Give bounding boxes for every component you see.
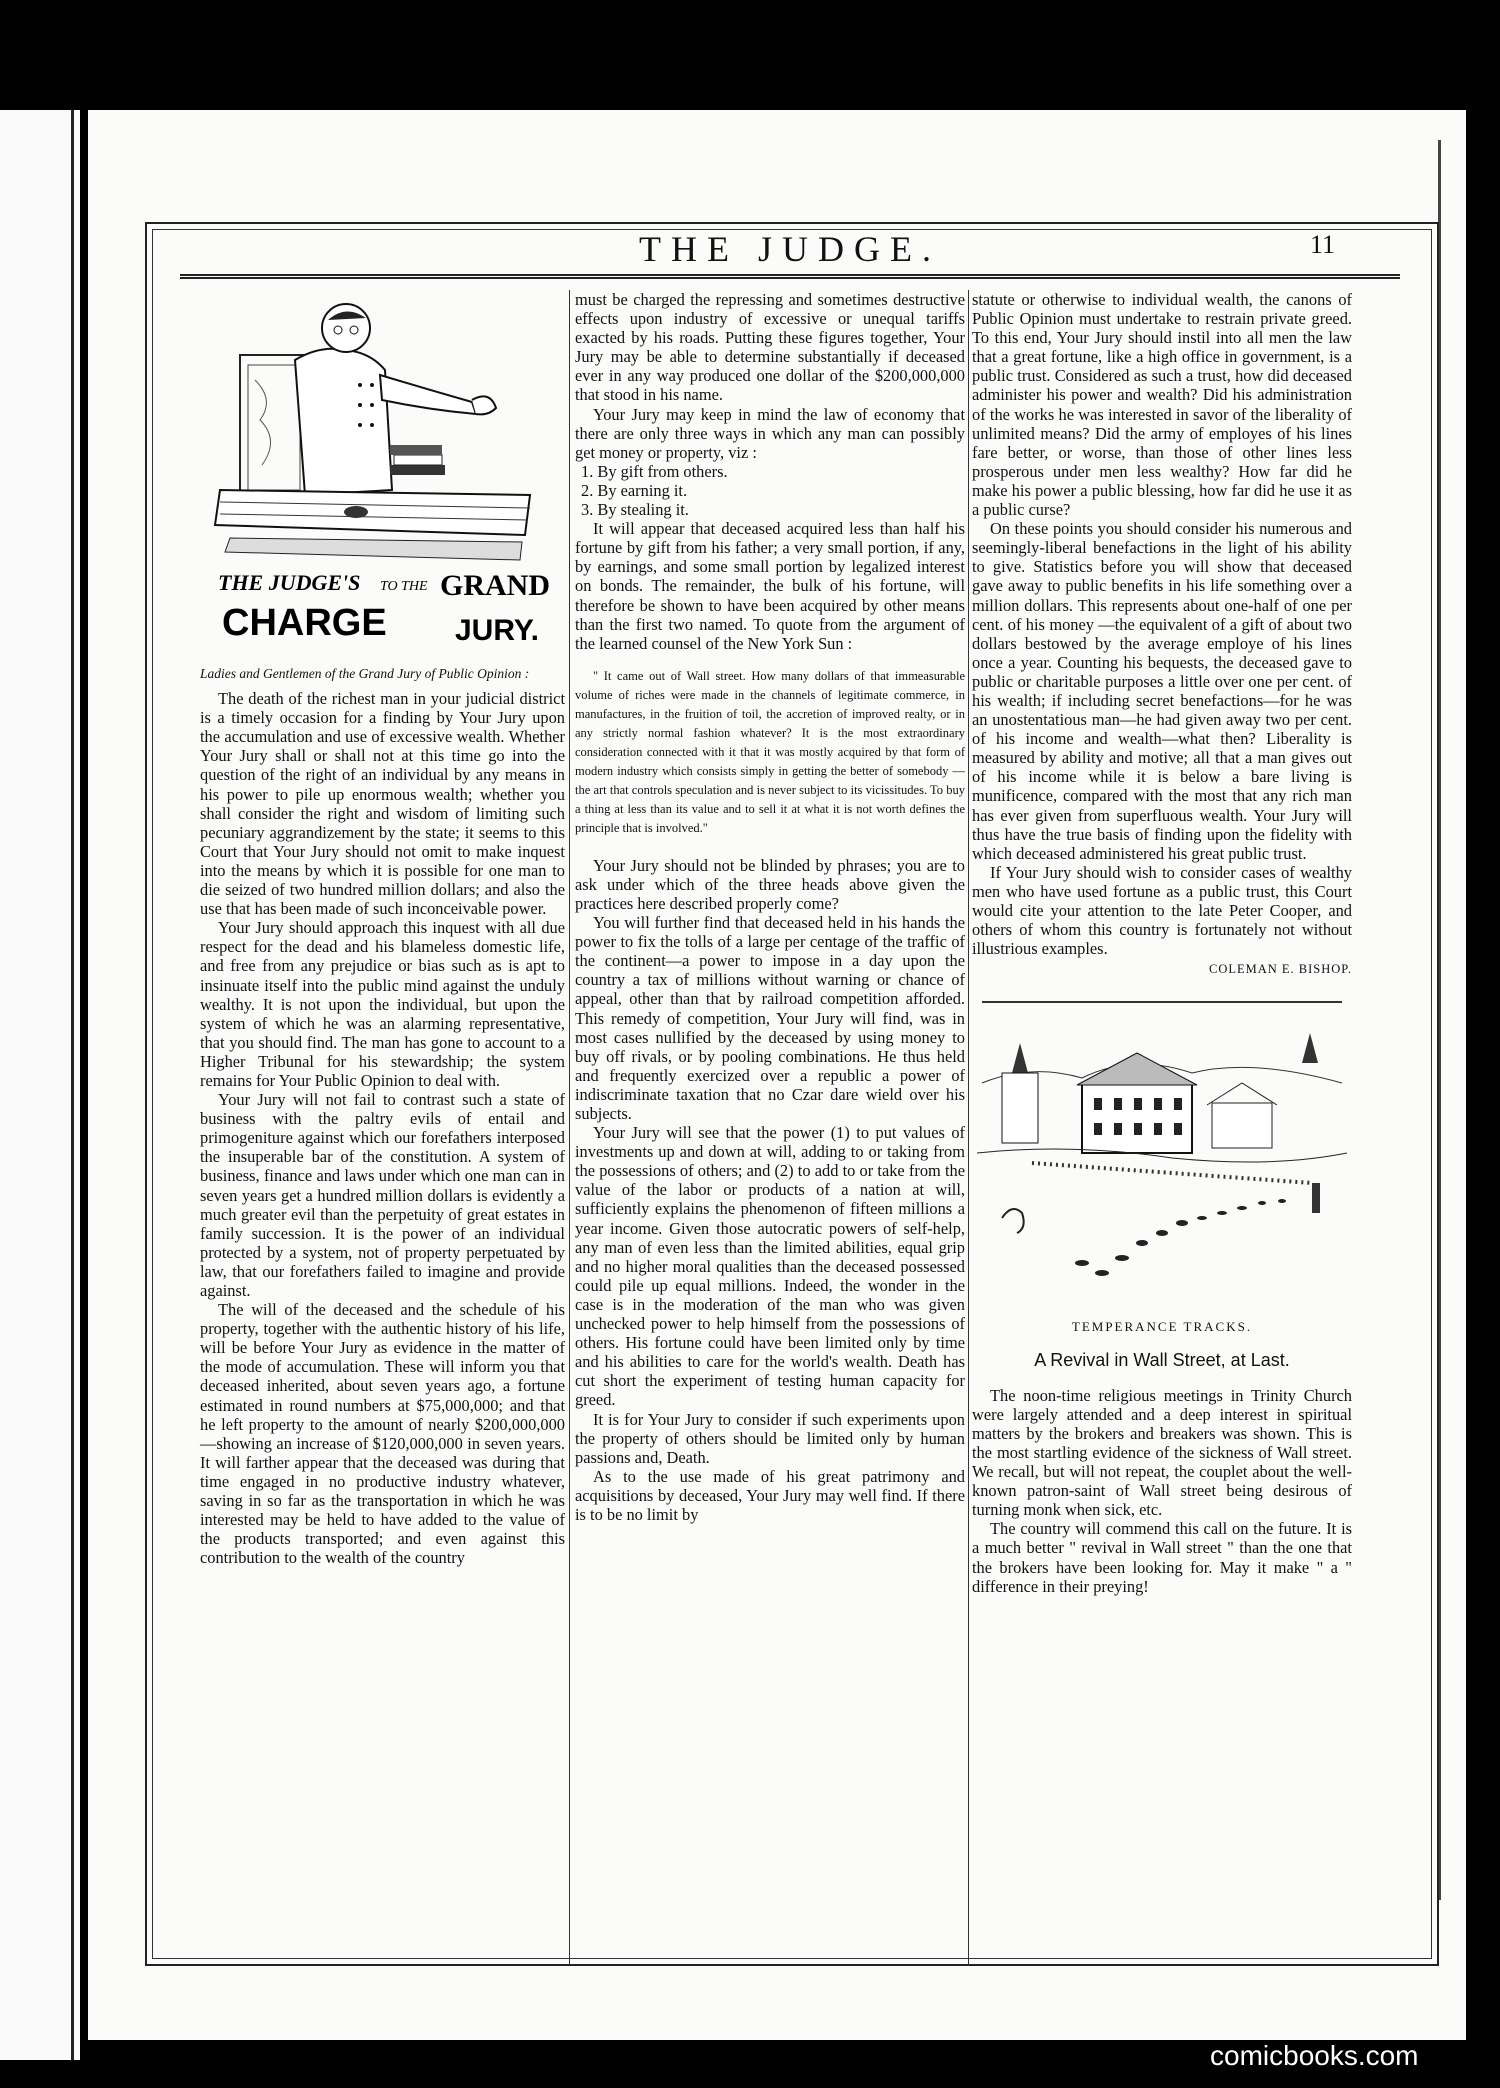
cartoon-title-line-3: TO THE — [380, 579, 428, 594]
paragraph: If Your Jury should wish to consider cases of wealthy men who have used fortune as a public trust, this Court would cite your attention to the late Peter Cooper, and others of whom this country is fortunately not without illustrious examples. — [972, 862, 1352, 959]
paragraph: It will appear that deceased acquired less than half his fortune by gift from his father; a very small portion, if any, by earnings, and some small portion by legalized interest on bonds. The remainder, the bulk of his fortune, will therefore be shown to have been acquired by other means than the first two named. To quote from the argument of the learned counsel of the New York Sun : — [575, 519, 965, 653]
list-item: 2. By earning it. — [581, 480, 688, 500]
temperance-tracks-illustration — [972, 1023, 1352, 1313]
section-separator — [982, 1001, 1342, 1003]
paragraph: Your Jury will not fail to contrast such a state of business with the paltry evils of entail and primogeniture against which our forefathers interposed the insuperable bar of the constitution. A system of business, finance and laws under which one man can in seven years get a hundred million dollars is evidently a much greater evil than the perpetuity of great estates in family succession. It is the power of an individual protected by a system, not of property perpetuated by law, that our forefathers failed to imagine and provide against. — [200, 1090, 565, 1300]
left-page-edge — [0, 110, 80, 2060]
article-title: A Revival in Wall Street, at Last. — [1034, 1349, 1290, 1370]
paragraph: Your Jury should not be blinded by phrases; you are to ask under which of the three heads above given the practices here described properly come? — [575, 855, 965, 913]
paragraph: It is for Your Jury to consider if such experiments upon the property of others should be limited only by human passions and, Death. — [575, 1409, 965, 1467]
column-divider — [968, 290, 969, 1965]
paragraph: The will of the deceased and the schedule of his property, together with the authentic history of his life, will be before Your Jury as evidence in the matter of the mode of accumulation. These will inform you that deceased inherited, about seven years ago, a fortune estimated in round numbers at $75,000,000; and that he left property to the amount of nearly $200,000,000—showing an increase of $120,000,000 in seven years. It will farther appear that the deceased was during that time engaged in no productive industry whatever, saving in so far as the transportation in which he was interested may be held to have added to the value of the products transported; and even against this contribution to the wealth of the country — [200, 1300, 565, 1568]
salutation: Ladies and Gentlemen of the Grand Jury of Public Opinion : — [200, 666, 530, 681]
column-1 — [200, 290, 565, 1567]
paragraph: As to the use made of his great patrimony and acquisitions by deceased, Your Jury may well find. If there is to be no limit by — [575, 1466, 965, 1524]
watermark: comicbooks.com — [1210, 2040, 1419, 2071]
paragraph: On these points you should consider his numerous and seemingly-liberal benefactions in the light of his ability to give. Statistics before you will show that deceased gave away to public benefits in his life something over a million dollars. This represents about one-half of one per cent. of his money —the equivalent of a gift of about two dollars bestowed by the average employe of his lines once a year. Counting his bequests, the deceased gave to public or charitable purposes a little over one per cent. of his wealth; if including secret benefactions—for he was an unostentatious man—he had given away two per cent. of his income and wealth—what then? Liberality is measured by ability and motive; all that a man gives out of his income while it is below a bare living is munificence, compared with the most that any rich man has ever given from superfluous wealth. Your Jury will thus have the true basis of finding upon the fidelity with which deceased administered his great public trust. — [972, 519, 1352, 863]
column-2 — [575, 290, 965, 1524]
paragraph: Your Jury may keep in mind the law of economy that there are only three ways in which any man can possibly get money or property, viz : — [575, 404, 965, 462]
masthead-rule — [180, 274, 1400, 279]
paragraph: You will further find that deceased held in his hands the power to fix the tolls of a large per centage of the traffic of the continent—a power to impose in a day upon the country a tax of millions without warning or chance of appeal, other than that by railroad competition afforded. This remedy of competition, Your Jury will find, was in most cases nullified by the deceased by using money to buy off rivals, or by pooling combinations. He thus held and frequently exercized over a republic a power of indiscriminate taxation that no Czar dare wield over his subjects. — [575, 913, 965, 1123]
page-number: 11 — [1310, 230, 1336, 259]
block-quote — [575, 667, 965, 838]
paragraph: The country will commend this call on the future. It is a much better " revival in Wall street " than the one that the brokers have been looking for. May it make " a " difference in their preying! — [972, 1519, 1352, 1596]
paragraph: The noon-time religious meetings in Trinity Church were largely attended and a deep interest in spiritual matters by the brokers and breakers was shown. This is the most startling evidence of the sickness of Wall street. We recall, but will not repeat, the couplet about the well-known patron-saint of Wall street being desirous of turning monk when sick, etc. — [972, 1385, 1352, 1520]
illustration-caption: TEMPERANCE TRACKS. — [1071, 1319, 1253, 1335]
paragraph: The death of the richest man in your judicial district is a timely occasion for a finding by Your Jury upon the accumulation and use of excessive wealth. Whether Your Jury shall or shall not at this time go into the question of the right of an individual by any means in his power to pile up enormous wealth; whether you shall consider the right and wisdom of limiting such pecuniary aggrandizement by the state; it seems to this Court that Your Jury should not omit to make inquest into the means by which it is possible for one man to die seized of two hundred million dollars; and also the use that has been made of such inconceivable power. — [200, 689, 565, 919]
paragraph: statute or otherwise to individual wealth, the canons of Public Opinion must undertake to restrain private greed. To this end, Your Jury should instil into all men the law that a great fortune, like a high office in government, is a public trust. Considered as such a trust, how did deceased administer his power and wealth? Did his administration of the works he was interested in savor of the liberality of unlimited means? Did the army of employes of his lines fare better, or worse, than those of other lines less prosperous under men less wealthy? How far did he make his power a public blessing, how far did he use it as a public curse? — [972, 290, 1352, 520]
list-item: 3. By stealing it. — [581, 500, 689, 520]
author-signature: COLEMAN E. BISHOP. — [1208, 962, 1352, 977]
column-divider — [569, 290, 570, 1965]
quote-text: " It came out of Wall street. How many dollars of that immeasurable volume of riches were made in the channels of legitimate commerce, in manufactures, in the fruition of toil, the accretion of improved realty, or in any strictly normal fashion whatever? It is the most extraordinary consideration connected with it that it was mostly acquired by that form of modern industry which consists simply in getting the better of somebody —the art that controls speculation and is never subject to its vicissitudes. To buy a thing at less than its value and to sell it at what it is not worth defines the principle that is involved." — [575, 668, 965, 835]
cartoon-title-line-4: GRAND — [440, 569, 550, 602]
paragraph: Your Jury should approach this inquest with all due respect for the dead and his blameless domestic life, and free from any prejudice or bias such as is apt to insinuate itself into the public mind against the unduly wealthy. It is not upon the individual, but upon the system of which he was an alarming representative, that you should find. The man has gone to account to a Higher Tribunal for his stewardship; the system remains for Your Public Opinion to deal with. — [200, 918, 565, 1090]
three-ways-list — [575, 462, 965, 519]
cartoon-title-line-2: CHARGE — [222, 602, 387, 644]
list-item: 1. By gift from others. — [581, 461, 728, 481]
cartoon-judges-charge — [200, 290, 565, 660]
judge-cartoon-illustration — [200, 290, 565, 660]
cartoon-title-line-1: THE JUDGE'S — [218, 570, 361, 595]
cartoon-title-line-5: JURY. — [455, 614, 539, 647]
paragraph: must be charged the repressing and sometimes destructive effects upon industry of excessive or unequal tariffs exacted by his roads. Putting these figures together, Your Jury may be able to determine substantially if deceased ever in any way produced one dollar of the $200,000,000 that stood in his name. — [575, 290, 965, 405]
masthead: THE JUDGE. — [639, 229, 941, 269]
column-3 — [972, 290, 1352, 1596]
paragraph: Your Jury will see that the power (1) to put values of investments up and down at will, adding to or taking from the possessions of others; and (2) to add to or take from the value of the labor or products of a nation at will, sufficiently explains the phenomenon of fifteen millions a year income. Given those autocratic powers of self-help, any man of even less than the limited abilities, equal grip and no higher moral qualities than the deceased possessed could pile up equal millions. Indeed, the wonder in the case is in the moderation of the man who was given unchecked power to help himself from the possessions of others. His fortune could have been limited only by time and his abilities to care for the world's wealth. Death has cut short the experiment of testing human capacity for greed. — [575, 1123, 965, 1410]
